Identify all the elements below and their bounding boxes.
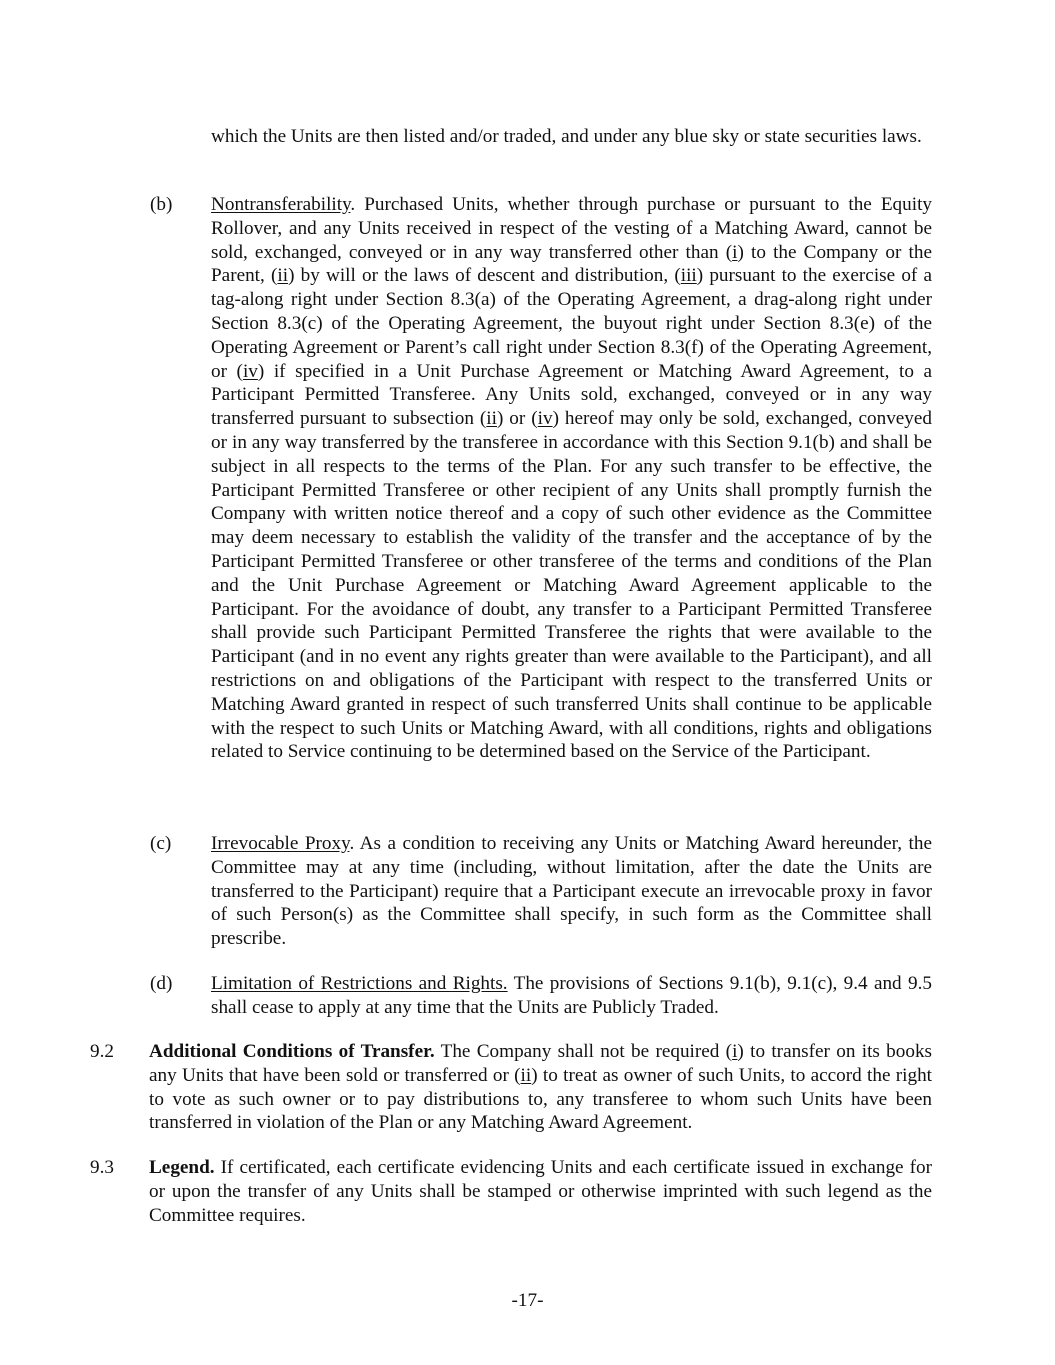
section-9-3-heading: Legend. xyxy=(149,1157,215,1178)
section-9-2-clause-i: i xyxy=(732,1041,738,1062)
clause-iv-ref: iv xyxy=(242,360,258,382)
section-9-2-text-3: ) to treat as owner of such Units, to accord the right to vote as such owner or to pay distributions to, any transferee to whom such Units have been transferred in violation of the Plan or any Matching Award Agreement. xyxy=(149,1064,932,1134)
clause-iv-ref-second: iv xyxy=(537,408,553,430)
subsection-b-text-3: ) by will or the laws of descent and distribution, ( xyxy=(288,265,681,287)
section-9-3-body xyxy=(149,1156,932,1227)
subsection-c-heading: Irrevocable Proxy xyxy=(211,833,350,854)
section-9-2-number: 9.2 xyxy=(90,1041,114,1062)
clause-i-ref: i xyxy=(732,241,738,263)
subsection-b-heading: Nontransferability xyxy=(211,194,351,215)
subsection-b-text-2: ) to the Company or the Parent, ( xyxy=(211,241,932,287)
clause-ii-ref-second: ii xyxy=(486,408,497,430)
section-9-2-clause-ii: ii xyxy=(520,1064,532,1086)
page-number: -17- xyxy=(511,1290,544,1311)
continuation-text: which the Units are then listed and/or traded, and under any blue sky or state securities laws. xyxy=(211,126,922,147)
subsection-b-label: (b) xyxy=(150,194,173,215)
subsection-b-body xyxy=(211,193,932,764)
subsection-b-text-1: . Purchased Units, whether through purchase or pursuant to the Equity Rollover, and any Units received in respect of the vesting of a Matching Award, cannot be sold, exchanged, conveyed or in any way transferred other than ( xyxy=(211,194,932,263)
subsection-d-body xyxy=(211,972,932,1020)
subsection-b-text-7: ) hereof may only be sold, exchanged, conveyed or in any way transferred by the transferee in accordance with this Section 9.1(b) and shall be subject in all respects to the terms of the Plan. For any such transfer to be effective, the Participant Permitted Transferee or other recipient of any Units shall promptly furnish the Company with written notice thereof and a copy of such other evidence as the Committee may deem necessary to establish the validity of the transfer and the acceptance of by the Participant Permitted Transferee or other transferee of the terms and conditions of the Plan and the Unit Purchase Agreement or Matching Award Agreement applicable to the Participant. For the avoidance of doubt, any transfer to a Participant Permitted Transferee shall provide such Participant Permitted Transferee the rights that were available to the Participant (and in no event any rights greater than were available to the Participant), and all restrictions on and obligations of the Participant with respect to the transferred Units or Matching Award granted in respect of such transferred Units shall continue to be applicable with the respect to such Units or Matching Award, with all conditions, rights and obligations related to Service continuing to be determined based on the Service of the Participant. xyxy=(211,408,933,763)
subsection-d-label: (d) xyxy=(150,973,173,994)
subsection-c-body xyxy=(211,832,932,951)
section-9-2-text-1: The Company shall not be required ( xyxy=(434,1041,733,1062)
continuation-paragraph xyxy=(211,125,931,149)
subsection-c-label: (c) xyxy=(150,833,172,854)
clause-iii-ref: iii xyxy=(680,265,697,287)
section-9-2-text-2: ) to transfer on its books any Units that have been sold or transferred or ( xyxy=(149,1041,933,1086)
subsection-b-text-4: ) pursuant to the exercise of a tag-along right under Section 8.3(a) of the Operating Agreement, a drag-along right under Section 8.3(c) of the Operating Agreement, the buyout right under Section 8.3(e) of the Operating Agreement or Parent’s call right under Section 8.3(f) of the Operating Agreement, or ( xyxy=(211,265,932,382)
section-9-3-number: 9.3 xyxy=(90,1157,114,1178)
section-9-2-heading: Additional Conditions of Transfer. xyxy=(149,1041,435,1062)
section-9-2-body xyxy=(149,1040,932,1135)
subsection-b-text-6: ) or ( xyxy=(496,408,538,430)
section-9-3-text: If certificated, each certificate evidencing Units and each certificate issued in exchange for or upon the transfer of any Units shall be stamped or otherwise imprinted with such legend as the Committee requires. xyxy=(149,1157,932,1226)
clause-ii-ref: ii xyxy=(277,265,289,287)
subsection-d-text: The provisions of Sections 9.1(b), 9.1(c), 9.4 and 9.5 shall cease to apply at any time that the Units are Publicly Traded. xyxy=(211,973,932,1018)
subsection-d-heading: Limitation of Restrictions and Rights. xyxy=(211,973,508,994)
subsection-c-text: . As a condition to receiving any Units or Matching Award hereunder, the Committee may at any time (including, without limitation, after the date the Units are transferred to the Participant) require that a Participant execute an irrevocable proxy in favor of such Person(s) as the Committee shall specify, in such form as the Committee shall prescribe. xyxy=(211,833,932,950)
subsection-b-text-5: ) if specified in a Unit Purchase Agreement or Matching Award Agreement, to a Participant Permitted Transferee. Any Units sold, exchanged, conveyed or in any way transferred pursuant to subsection ( xyxy=(211,360,932,430)
